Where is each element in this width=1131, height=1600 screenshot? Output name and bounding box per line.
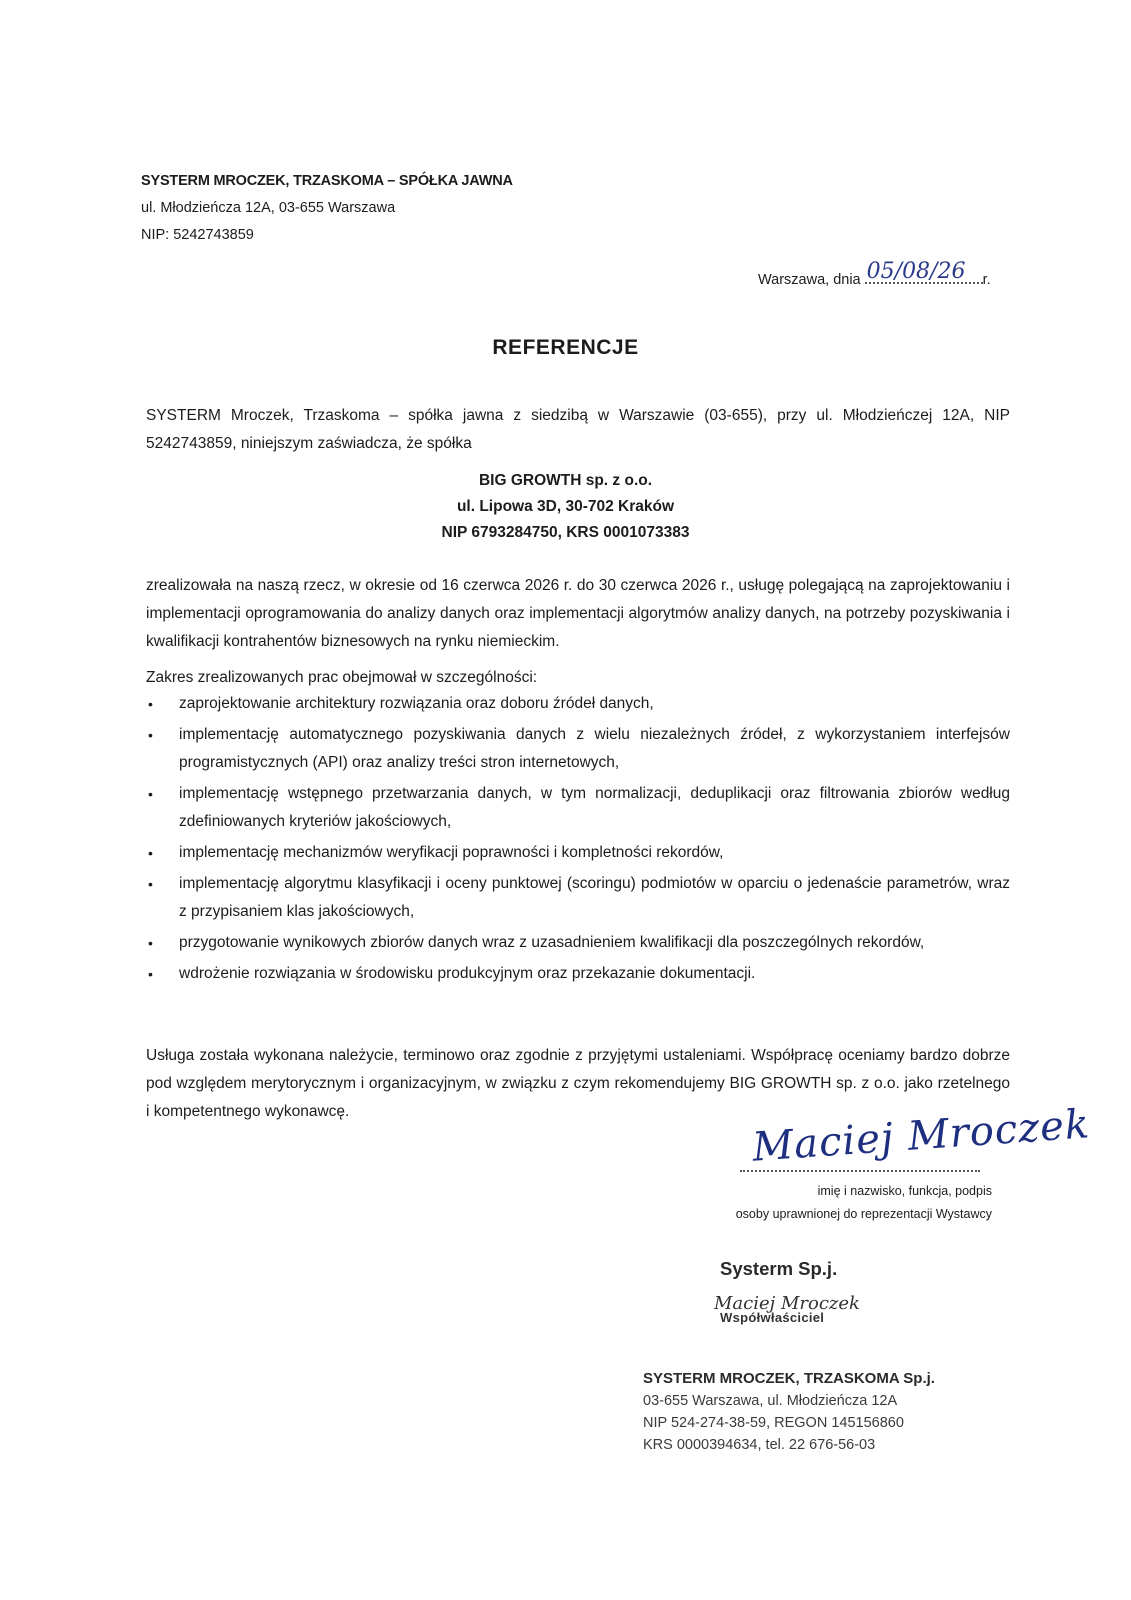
stamp-person: Maciej Mroczek xyxy=(714,1293,860,1314)
date-line xyxy=(758,259,991,288)
scope-intro: Zakres zrealizowanych prac obejmował w szczególności: xyxy=(146,669,538,686)
date-field xyxy=(865,259,983,284)
company-ids: NIP 6793284750, KRS 0001073383 xyxy=(441,524,690,541)
service-paragraph: zrealizowała na naszą rzecz, w okresie od 16 czerwca 2026 r. do 30 czerwca 2026 r., usługę polegającą na zaprojektowaniu i implementacji oprogramowania do analizy danych oraz implementacji algorytmów analizy danych, na potrzeby pozyskiwania i kwalifikacji kontrahentów biznesowych na rynku niemieckim. xyxy=(146,577,1010,650)
stamp-full-name: SYSTERM MROCZEK, TRZASKOMA Sp.j. xyxy=(643,1370,935,1387)
signature-caption xyxy=(736,1180,992,1226)
stamp-role: Współwłaściciel xyxy=(720,1310,825,1325)
sender-address: ul. Młodzieńcza 12A, 03-655 Warszawa xyxy=(141,200,396,216)
scope-list xyxy=(146,690,1010,991)
list-item: • wdrożenie rozwiązania w środowisku produkcyjnym oraz przekazanie dokumentacji. xyxy=(146,960,1010,988)
signature-line xyxy=(740,1170,980,1172)
list-item: • przygotowanie wynikowych zbiorów danych wraz z uzasadnieniem kwalifikacji dla poszczególnych rekordów, xyxy=(146,929,1010,957)
handwritten-signature: Maciej Mroczek xyxy=(750,1101,1092,1171)
handwritten-date: 05/08/26 xyxy=(866,259,966,284)
sender-nip: NIP: 5242743859 xyxy=(141,227,254,243)
company-address: ul. Lipowa 3D, 30-702 Kraków xyxy=(456,498,675,515)
closing-paragraph: Usługa została wykonana należycie, terminowo oraz zgodnie z przyjętymi ustaleniami. Współpracę oceniamy bardzo dobrze pod względem merytorycznym i organizacyjnym, w związku z czym rekomendujemy BIG GROWTH sp. z o.o. jako rzetelnego i kompetentnego wykonawcę. xyxy=(146,1047,1010,1120)
signature-caption-line1: imię i nazwisko, funkcja, podpis xyxy=(817,1184,992,1198)
list-item: • implementację wstępnego przetwarzania danych, w tym normalizacji, deduplikacji oraz filtrowania zbiorów według zdefiniowanych kryteriów jakościowych, xyxy=(146,780,1010,836)
signature-caption-line2: osoby uprawnionej do reprezentacji Wystawcy xyxy=(735,1207,992,1221)
intro-paragraph: SYSTERM Mroczek, Trzaskoma – spółka jawna z siedzibą w Warszawie (03-655), przy ul. Młodzieńczej 12A, NIP 5242743859, niniejszym zaświadcza, że spółka xyxy=(146,407,1010,452)
sender-block xyxy=(141,168,513,249)
date-prefix: Warszawa, dnia xyxy=(758,272,861,288)
list-item: • implementację mechanizmów weryfikacji poprawności i kompletności rekordów, xyxy=(146,839,1010,867)
stamp-nip-regon: NIP 524-274-38-59, REGON 145156860 xyxy=(643,1415,904,1431)
list-item: • implementację algorytmu klasyfikacji i oceny punktowej (scoringu) podmiotów w oparciu o jedenaście parametrów, wraz z przypisaniem klas jakościowych, xyxy=(146,870,1010,926)
company-stamp xyxy=(643,1368,935,1456)
stamp-address: 03-655 Warszawa, ul. Młodzieńcza 12A xyxy=(643,1393,898,1409)
date-suffix: r. xyxy=(982,272,991,288)
company-block xyxy=(0,468,1131,546)
stamp-krs-tel: KRS 0000394634, tel. 22 676-56-03 xyxy=(643,1437,876,1453)
stamp-company: Systerm Sp.j. xyxy=(720,1258,838,1279)
list-item: • implementację automatycznego pozyskiwania danych z wielu niezależnych źródeł, z wykorzystaniem interfejsów programistycznych (API) oraz analizy treści stron internetowych, xyxy=(146,721,1010,777)
document-title: REFERENCJE xyxy=(492,336,639,359)
sender-name: SYSTERM MROCZEK, TRZASKOMA – SPÓŁKA JAWNA xyxy=(141,173,513,189)
company-name: BIG GROWTH sp. z o.o. xyxy=(478,472,653,489)
list-item: • zaprojektowanie architektury rozwiązania oraz doboru źródeł danych, xyxy=(146,690,1010,718)
